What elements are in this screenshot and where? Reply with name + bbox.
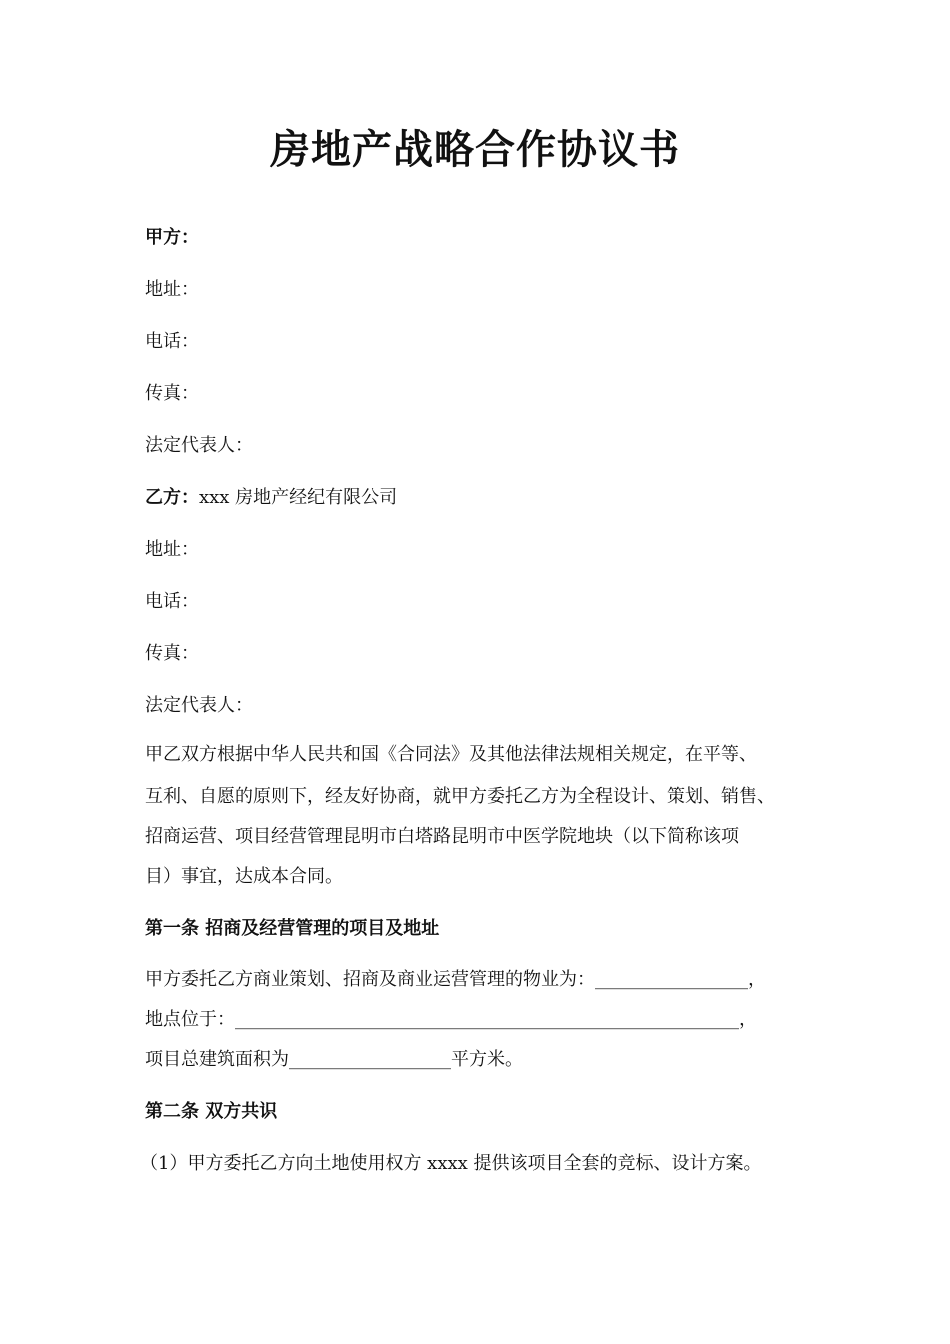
party-a-label: 甲方： — [145, 227, 199, 248]
party-b-label: 乙方： — [145, 487, 199, 508]
intro-line-2: 互利、自愿的原则下，经友好协商，就甲方委托乙方为全程设计、策划、销售、 — [145, 786, 775, 807]
article1-line-3: 项目总建筑面积为__________________平方米。 — [145, 1049, 523, 1070]
intro-line-1: 甲乙双方根据中华人民共和国《合同法》及其他法律法规相关规定，在平等、 — [145, 744, 757, 765]
article2-item-1: （1）甲方委托乙方向土地使用权方 xxxx 提供该项目全套的竞标、设计方案。 — [140, 1153, 762, 1174]
party-a-legal-rep: 法定代表人： — [145, 435, 253, 456]
intro-line-3: 招商运营、项目经营管理昆明市白塔路昆明市中医学院地块（以下简称该项 — [145, 826, 739, 847]
article1-line-1: 甲方委托乙方商业策划、招商及商业运营管理的物业为：_________________， — [145, 969, 766, 990]
party-b-fax: 传真： — [145, 643, 199, 664]
party-b-legal-rep: 法定代表人： — [145, 695, 253, 716]
page-title: 房地产战略合作协议书 — [270, 127, 680, 173]
party-a-fax: 传真： — [145, 383, 199, 404]
article1-heading: 第一条 招商及经营管理的项目及地址 — [145, 918, 440, 939]
article1-line-2: 地点位于：________________________________________________________， — [145, 1009, 757, 1030]
party-b-line — [145, 486, 397, 510]
party-b-name: xxx 房地产经纪有限公司 — [199, 487, 398, 508]
party-b-address: 地址： — [145, 539, 199, 560]
party-a-address: 地址： — [145, 279, 199, 300]
intro-line-4: 目）事宜，达成本合同。 — [145, 866, 343, 887]
party-a-phone: 电话： — [145, 331, 199, 352]
party-b-phone: 电话： — [145, 591, 199, 612]
article2-heading: 第二条 双方共识 — [145, 1101, 278, 1122]
